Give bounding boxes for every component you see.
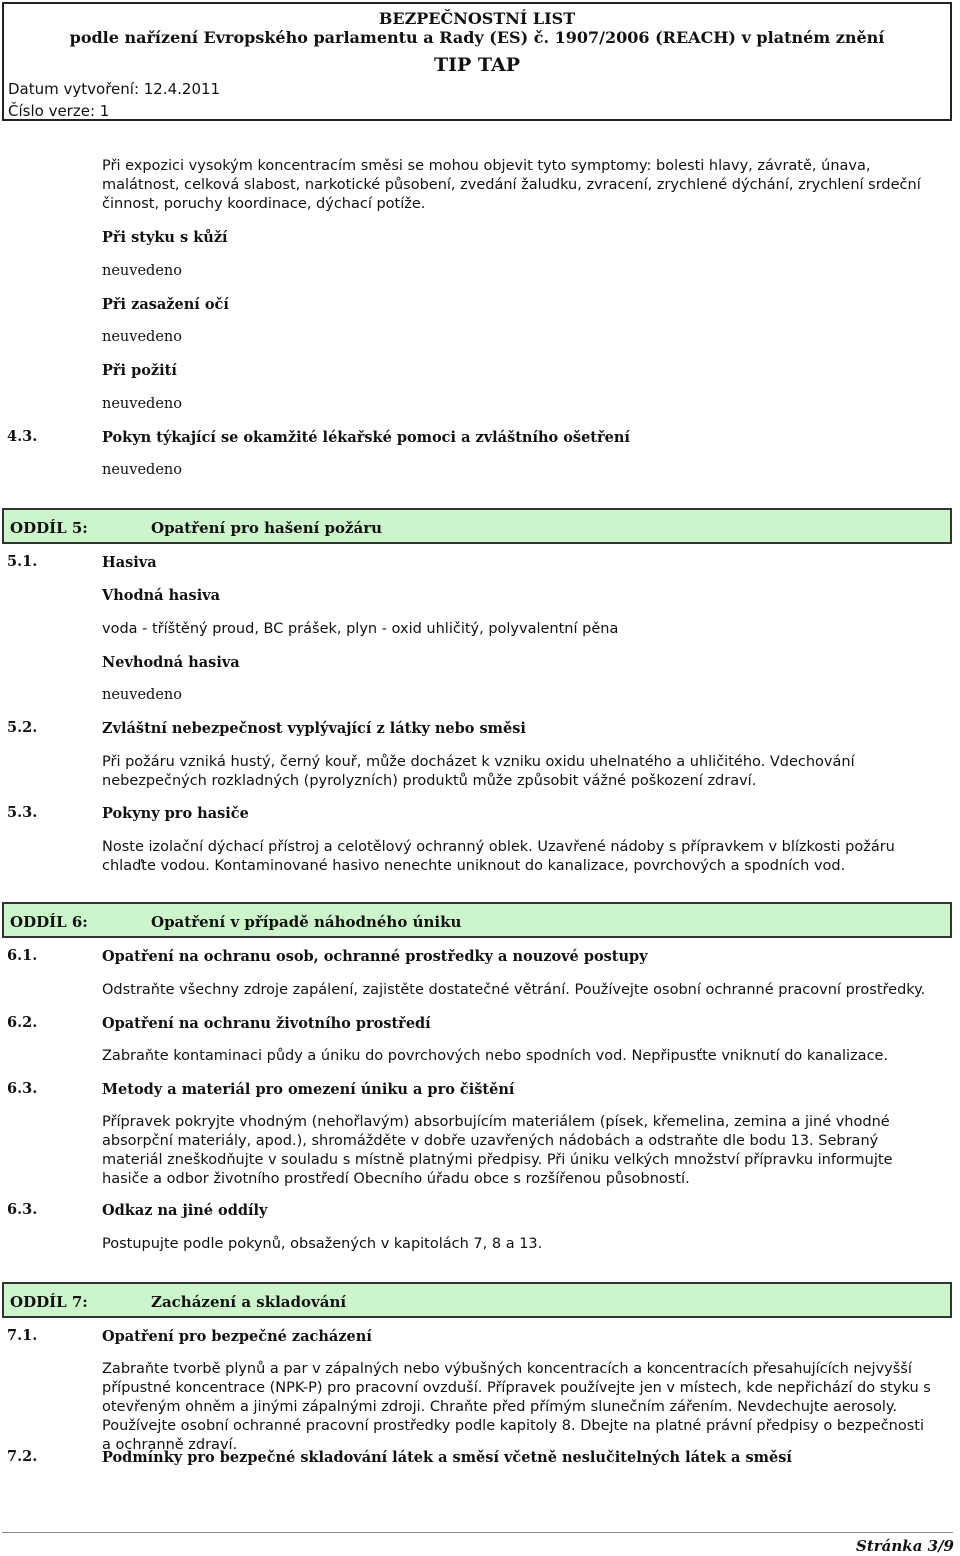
section-number: ODDÍL 5: (10, 519, 88, 537)
exposure-symptoms-text: Při expozici vysokým koncentracím směsi se mohou objevit tyto symptomy: bolesti hlavy, závratě, únava, malátnost, celková slabost, narkotické působení, zvedání žaludku, zvracení, zrychlené dýchání, zrychlení srdeční činnost, poruchy koordinace, dýchací potíže. (102, 158, 921, 212)
section-title: Opatření pro hašení požáru (151, 519, 383, 537)
subsection-text: Zabraňte tvorbě plynů a par v zápalných nebo výbušných koncentracích a koncentracích přesahujících nejvyšší přípustné koncentrace (NPK-P) pro pracovní ovzduší. Přípravek používejte jen v místech, kde nepřichází do styku s otevřeným ohněm a jinými zápalnými zdroji. Chraňte před přímým slunečním zářením. Nevdechujte aerosoly. Používejte osobní ochranné pracovní prostředky podle kapitoly 8. Dbejte na platné právní předpisy o bezpečnosti a ochranně zdraví. (102, 1361, 931, 1453)
subsection-text: Noste izolační dýchací přístroj a celotělový ochranný oblek. Uzavřené nádoby s přípravkem v blízkosti požáru chlaďte vodou. Kontaminované hasivo nenechte uniknout do kanalizace, povrchových a spodních vod. (102, 839, 895, 874)
subsection-text: Odstraňte všechny zdroje zapálení, zajistěte dostatečné větrání. Používejte osobní ochranné pracovní prostředky. (102, 982, 926, 998)
eye-contact-value: neuvedeno (102, 329, 182, 345)
ingestion-value: neuvedeno (102, 396, 182, 412)
subsection-number: 6.3. (7, 1201, 38, 1218)
skin-contact-value: neuvedeno (102, 263, 182, 279)
subsection-title: Opatření na ochranu životního prostředí (102, 1015, 431, 1032)
section-7-bar (2, 1282, 952, 1318)
suitable-media-label: Vhodná hasiva (102, 587, 221, 604)
subsection-title: Hasiva (102, 554, 157, 571)
subsection-text: Přípravek pokryjte vhodným (nehořlavým) absorbujícím materiálem (písek, křemelina, zemina a jiné vhodné absorpční materiály, apod.), shromážděte v dobře uzavřených nádobách a odstraňte dle bodu 13. Sebraný materiál zneškodňujte v souladu s místně platnými předpisy. Při úniku velkých množství přípravku informujte hasiče a odbor životního prostředí Obecního úřadu obce s rozšířenou působností. (102, 1114, 893, 1187)
product-name: TIP TAP (433, 54, 521, 76)
section-6-bar (2, 902, 952, 938)
subsection-value: neuvedeno (102, 462, 182, 478)
creation-date: Datum vytvoření: 12.4.2011 (8, 80, 221, 98)
subsection-title: Metody a materiál pro omezení úniku a pro čištění (102, 1081, 515, 1098)
subsection-number: 4.3. (7, 428, 38, 445)
unsuitable-media-label: Nevhodná hasiva (102, 654, 240, 671)
subsection-number: 5.2. (7, 719, 38, 736)
section-number: ODDÍL 7: (10, 1293, 88, 1311)
doc-subtitle: podle nařízení Evropského parlamentu a Rady (ES) č. 1907/2006 (REACH) v platném znění (69, 28, 885, 47)
section-title: Zacházení a skladování (151, 1293, 347, 1311)
section-number: ODDÍL 6: (10, 913, 88, 931)
document-header (2, 2, 952, 121)
subsection-number: 7.2. (7, 1448, 38, 1465)
subsection-title: Pokyny pro hasiče (102, 805, 249, 822)
subsection-number: 6.2. (7, 1014, 38, 1031)
suitable-media-value: voda - tříštěný proud, BC prášek, plyn - oxid uhličitý, polyvalentní pěna (102, 621, 619, 637)
eye-contact-label: Při zasažení očí (102, 296, 229, 313)
subsection-number: 7.1. (7, 1327, 38, 1344)
section-title: Opatření v případě náhodného úniku (151, 913, 462, 931)
unsuitable-media-value: neuvedeno (102, 687, 182, 703)
subsection-title: Pokyn týkající se okamžité lékařské pomoci a zvláštního ošetření (102, 429, 630, 446)
section-5-bar (2, 508, 952, 544)
subsection-title: Opatření pro bezpečné zacházení (102, 1328, 372, 1345)
page-number: Stránka 3/9 (856, 1537, 954, 1555)
subsection-title: Podmínky pro bezpečné skladování látek a směsí včetně neslučitelných látek a směsí (102, 1449, 792, 1466)
subsection-text: Zabraňte kontaminaci půdy a úniku do povrchových nebo spodních vod. Nepřipusťte vniknutí do kanalizace. (102, 1048, 889, 1064)
ingestion-label: Při požití (102, 362, 177, 379)
subsection-title: Opatření na ochranu osob, ochranné prostředky a nouzové postupy (102, 948, 648, 965)
subsection-number: 6.3. (7, 1080, 38, 1097)
version-number: Číslo verze: 1 (8, 102, 110, 120)
subsection-title: Odkaz na jiné oddíly (102, 1202, 268, 1219)
footer-divider (2, 1532, 953, 1533)
subsection-number: 5.1. (7, 553, 38, 570)
subsection-number: 6.1. (7, 947, 38, 964)
subsection-text: Při požáru vzniká hustý, černý kouř, může docházet k vzniku oxidu uhelnatého a uhličitého. Vdechování nebezpečných rozkladných (pyrolyzních) produktů může způsobit vážné poškození zdraví. (102, 754, 855, 789)
doc-title: BEZPEČNOSTNÍ LIST (378, 9, 576, 28)
subsection-text: Postupujte podle pokynů, obsažených v kapitolách 7, 8 a 13. (102, 1236, 543, 1252)
skin-contact-label: Při styku s kůží (102, 229, 228, 246)
subsection-title: Zvláštní nebezpečnost vyplývající z látky nebo směsi (102, 720, 526, 737)
subsection-number: 5.3. (7, 804, 38, 821)
